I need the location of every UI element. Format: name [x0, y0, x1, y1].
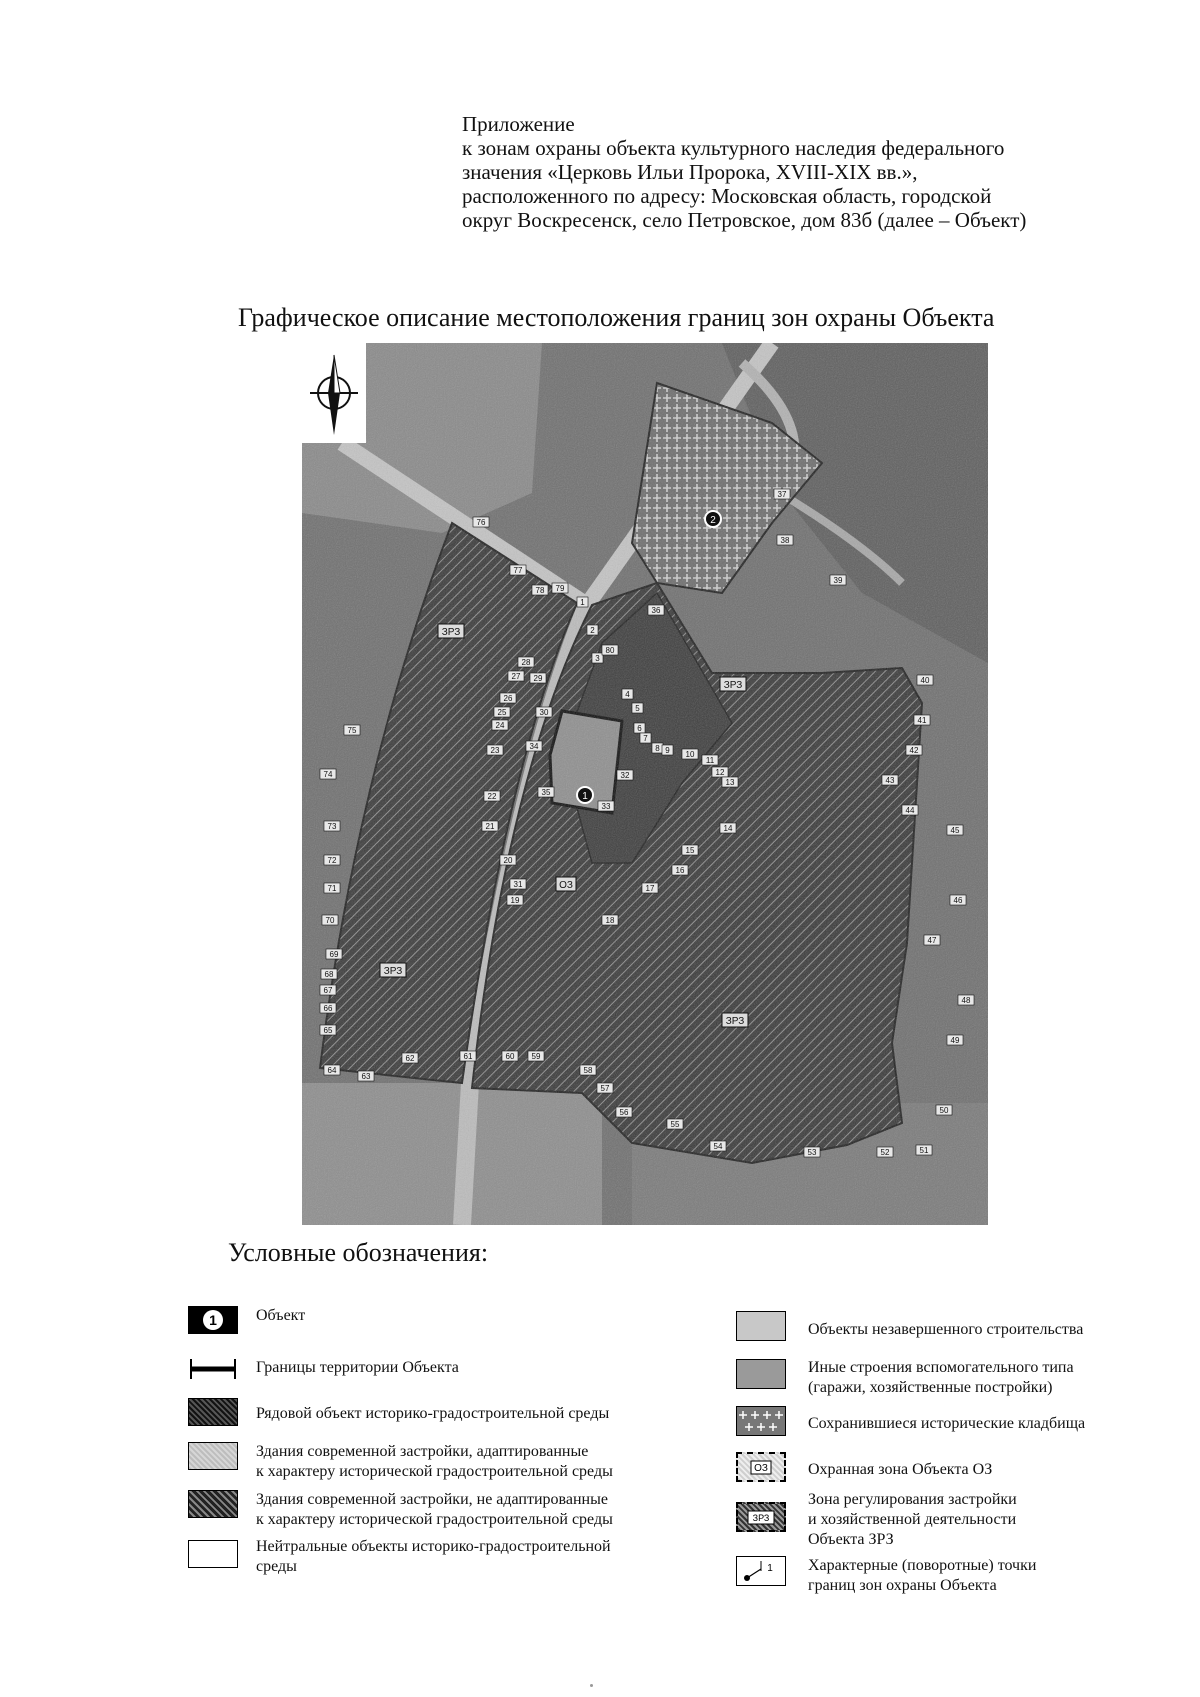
turning-point-label: 29 — [533, 674, 543, 683]
north-arrow-box — [302, 343, 366, 443]
legend-zrz-symbol — [736, 1502, 786, 1532]
turning-point-label: 73 — [327, 822, 337, 831]
header-line-3: значения «Церковь Ильи Пророка, XVIII-XIX вв.», — [462, 160, 918, 184]
turning-point-label: 45 — [950, 826, 960, 835]
svg-text:1: 1 — [767, 1563, 773, 1574]
turning-point-label: 74 — [323, 770, 333, 779]
legend-auxiliary: Иные строения вспомогательного типа (гаражи, хозяйственные постройки) — [808, 1359, 1074, 1396]
north-arrow-icon — [302, 343, 366, 443]
turning-point-label: 80 — [605, 646, 615, 655]
turning-point-label: 69 — [329, 950, 339, 959]
turning-point-label: 68 — [324, 970, 334, 979]
turning-point-label: 52 — [880, 1148, 890, 1157]
turning-point-label: 47 — [927, 936, 937, 945]
zone-map — [302, 343, 988, 1225]
turning-point-label: 77 — [513, 566, 523, 575]
turning-point-label: 26 — [503, 694, 513, 703]
turning-point-label: 63 — [361, 1072, 371, 1081]
turning-point-label: 78 — [535, 586, 545, 595]
turning-point-label: 30 — [539, 708, 549, 717]
turning-point-label: 5 — [635, 704, 640, 713]
legend-unfinished-symbol — [736, 1311, 786, 1341]
turning-point-label: 15 — [685, 846, 695, 855]
turning-point-label: 70 — [325, 916, 335, 925]
turning-point-label: 36 — [651, 606, 661, 615]
object-marker-label: 1 — [582, 791, 588, 802]
turning-point-label: 2 — [590, 626, 595, 635]
turning-point-label: 56 — [619, 1108, 629, 1117]
turning-point-label: 27 — [511, 672, 521, 681]
legend-neutral: Нейтральные объекты историко-градостроительной среды — [256, 1538, 611, 1575]
appendix-header — [462, 112, 1142, 232]
turning-point-label: 8 — [655, 744, 660, 753]
legend-modern-adapted: Здания современной застройки, адаптированные к характеру исторической градостроительной среды — [256, 1443, 613, 1480]
header-line-2: к зонам охраны объекта культурного наследия федерального — [462, 136, 1005, 160]
turning-point-label: 12 — [715, 768, 725, 777]
scan-speck — [590, 1684, 593, 1687]
turning-point-label: 75 — [347, 726, 357, 735]
legend-object-symbol — [188, 1306, 238, 1334]
turning-point-label: 1 — [580, 598, 585, 607]
turning-point-label: 48 — [961, 996, 971, 1005]
svg-text:ЗРЗ: ЗРЗ — [752, 1513, 770, 1523]
turning-point-label: 66 — [323, 1004, 333, 1013]
turning-point-label: 43 — [885, 776, 895, 785]
turning-point-label: 3 — [595, 654, 600, 663]
zone-label-zrz-east: ЗРЗ — [723, 680, 743, 691]
legend-unfinished: Объекты незавершенного строительства — [808, 1321, 1084, 1338]
turning-point-label: 39 — [833, 576, 843, 585]
turning-point-label: 25 — [497, 708, 507, 717]
turning-point-label: 40 — [920, 676, 930, 685]
turning-point-label: 24 — [495, 721, 505, 730]
turning-point-label: 60 — [505, 1052, 515, 1061]
turning-point-label: 33 — [601, 802, 611, 811]
turning-point-label: 41 — [917, 716, 927, 725]
turning-point-label: 11 — [705, 756, 715, 765]
legend-ordinary-object: Рядовой объект историко-градостроительной среды — [256, 1405, 610, 1422]
legend-territory-border: Границы территории Объекта — [256, 1359, 459, 1376]
turning-point-label: 79 — [555, 584, 565, 593]
svg-text:1: 1 — [209, 1312, 217, 1328]
legend-cemeteries: Сохранившиеся исторические кладбища — [808, 1415, 1086, 1432]
zone-label-zrz-west-top: ЗРЗ — [441, 627, 461, 638]
turning-point-label: 51 — [919, 1146, 929, 1155]
turning-point-label: 37 — [777, 490, 787, 499]
header-line-4: расположенного по адресу: Московская область, городской — [462, 184, 992, 208]
document-title: Графическое описание местоположения границ зон охраны Объекта — [238, 303, 995, 332]
turning-point-label: 14 — [723, 824, 733, 833]
turning-point-label: 44 — [905, 806, 915, 815]
turning-point-label: 49 — [950, 1036, 960, 1045]
turning-point-label: 71 — [327, 884, 337, 893]
turning-point-label: 61 — [463, 1052, 473, 1061]
turning-point-label: 20 — [503, 856, 513, 865]
svg-text:ОЗ: ОЗ — [754, 1463, 768, 1474]
legend-object: Объект — [256, 1307, 306, 1324]
turning-point-label: 28 — [521, 658, 531, 667]
turning-point-label: 19 — [510, 896, 520, 905]
legend-protection-zone: Охранная зона Объекта ОЗ — [808, 1461, 993, 1478]
zone-label-zrz-west-bottom: ЗРЗ — [383, 966, 403, 977]
turning-point-label: 46 — [953, 896, 963, 905]
turning-point-label: 7 — [643, 734, 648, 743]
legend-turning-points: Характерные (поворотные) точки границ зон охраны Объекта — [808, 1557, 1037, 1594]
turning-point-label: 4 — [625, 690, 630, 699]
turning-point-label: 54 — [713, 1142, 723, 1151]
turning-point-label: 17 — [645, 884, 655, 893]
turning-point-label: 53 — [807, 1148, 817, 1157]
legend-title: Условные обозначения: — [228, 1238, 489, 1267]
legend-oz-symbol — [736, 1452, 786, 1482]
turning-point-label: 6 — [637, 724, 642, 733]
header-line-5: округ Воскресенск, село Петровское, дом 83б (далее – Объект) — [462, 208, 1027, 232]
turning-point-label: 23 — [490, 746, 500, 755]
zone-label-oz: ОЗ — [559, 880, 573, 891]
legend-cemetery-symbol — [736, 1406, 786, 1436]
turning-point-label: 34 — [529, 742, 539, 751]
turning-point-label: 22 — [487, 792, 497, 801]
turning-point-label: 55 — [670, 1120, 680, 1129]
legend-ordinary-symbol — [188, 1398, 238, 1426]
turning-point-label: 10 — [685, 750, 695, 759]
cemetery-marker-label: 2 — [710, 515, 716, 526]
legend-neutral-symbol — [188, 1540, 238, 1568]
turning-point-label: 35 — [541, 788, 551, 797]
turning-point-label: 67 — [323, 986, 333, 995]
turning-point-label: 21 — [485, 822, 495, 831]
turning-point-label: 50 — [939, 1106, 949, 1115]
legend-border-symbol — [188, 1355, 236, 1383]
turning-point-label: 18 — [605, 916, 615, 925]
turning-point-label: 38 — [780, 536, 790, 545]
turning-point-label: 65 — [323, 1026, 333, 1035]
turning-point-label: 16 — [675, 866, 685, 875]
legend-regulation-zone: Зона регулирования застройки и хозяйственной деятельности Объекта ЗРЗ — [808, 1491, 1017, 1548]
turning-point-label: 42 — [909, 746, 919, 755]
turning-point-label: 64 — [327, 1066, 337, 1075]
header-line-1: Приложение — [462, 112, 575, 136]
legend-auxiliary-symbol — [736, 1359, 786, 1389]
turning-point-label: 62 — [405, 1054, 415, 1063]
legend-modern-not-adapted: Здания современной застройки, не адаптированные к характеру исторической градостроительной среды — [256, 1491, 613, 1528]
legend-modern-adapted-symbol — [188, 1442, 238, 1470]
legend-modern-not-adapted-symbol — [188, 1490, 238, 1518]
turning-point-label: 13 — [725, 778, 735, 787]
turning-point-label: 59 — [531, 1052, 541, 1061]
turning-point-label: 72 — [327, 856, 337, 865]
legend-point-symbol — [736, 1556, 786, 1586]
turning-point-label: 9 — [665, 746, 670, 755]
turning-point-label: 31 — [513, 880, 523, 889]
zone-label-zrz-south: ЗРЗ — [725, 1016, 745, 1027]
turning-point-label: 32 — [620, 771, 630, 780]
turning-point-label: 58 — [583, 1066, 593, 1075]
turning-point-label: 57 — [600, 1084, 610, 1093]
turning-point-label: 76 — [476, 518, 486, 527]
